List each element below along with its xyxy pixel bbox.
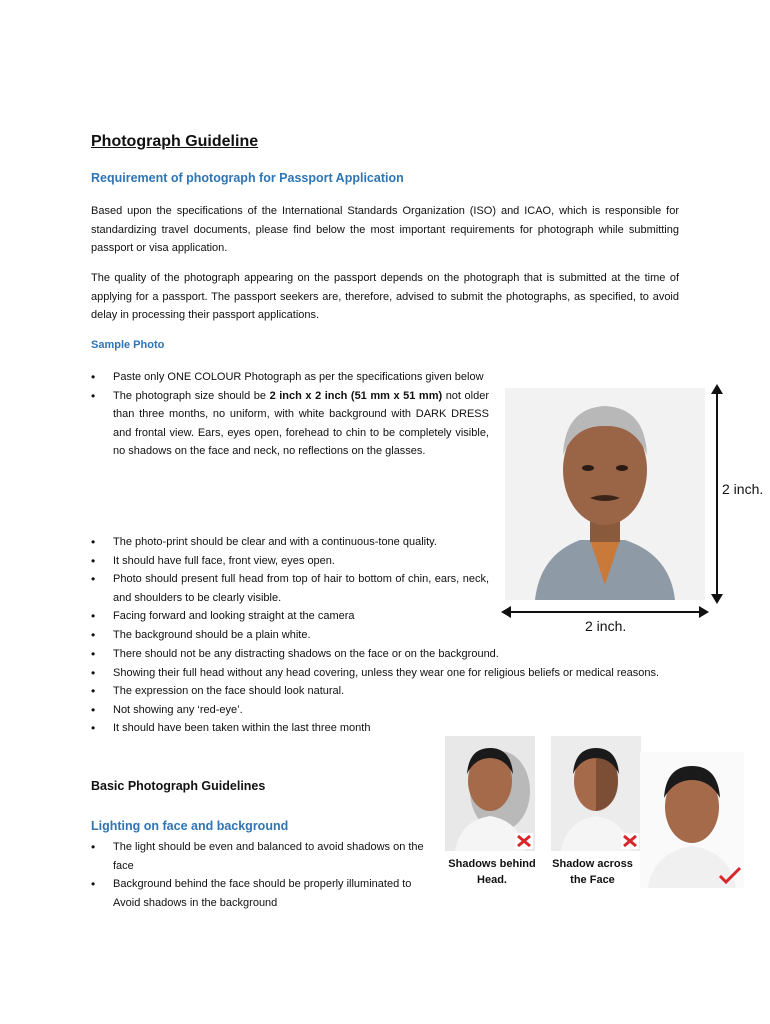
list-item: • The photo-print should be clear and with a continuous-tone quality. [91,533,489,552]
list-item: • Paste only ONE COLOUR Photograph as per the specifications given below [91,368,489,387]
list-item: • The background should be a plain white. [91,626,489,645]
lighting-heading: Lighting on face and background [91,819,289,833]
width-label: 2 inch. [585,618,627,634]
list-item: • The light should be even and balanced to avoid shadows on the face [91,838,431,875]
list-item: • The photograph size should be 2 inch x 2 inch (51 mm x 51 mm) not older than three months, no uniform, with white background with DARK DRESS and frontal view. Ears, eyes open, forehead to chin to be completely visible, no shadows on the face and neck, no reflections on the glasses. [91,387,489,461]
quality-paragraph: The quality of the photograph appearing on the passport depends on the photograph that is submitted at the time of applying for a passport. The passport seekers are, therefore, advised to submit the photographs, as specified, to avoid delay in processing their passport applications. [91,272,679,321]
example-photo-shadow-across [551,736,641,851]
basic-guidelines-heading: Basic Photograph Guidelines [91,779,266,793]
list-item: • Showing their full head without any head covering, unless they wear one for religious beliefs or medical reasons. [91,664,679,683]
intro-paragraph: Based upon the specifications of the International Standards Organization (ISO) and ICAO, which is responsible for standardizing travel documents, please find below the most important requirements for photograph while submitting passport or visa application. [91,205,679,254]
list-item: • There should not be any distracting shadows on the face or on the background. [91,645,679,664]
quality-bullet-list [91,533,489,645]
list-item: • The expression on the face should look natural. [91,682,679,701]
lighting-bullet-list [91,838,431,912]
page-title: Photograph Guideline [91,133,259,150]
sample-bullet-list [91,368,489,461]
list-item: • Facing forward and looking straight at the camera [91,607,489,626]
height-label: 2 inch. [722,481,764,497]
list-item: • It should have been taken within the last three month [91,719,679,738]
list-item: • Not showing any ‘red-eye’. [91,701,679,720]
list-item: • It should have full face, front view, eyes open. [91,552,489,571]
requirement-heading: Requirement of photograph for Passport Application [91,171,404,185]
caption-shadow-across: Shadow across the Face [552,858,633,886]
example-photo-correct [640,752,744,888]
list-item: • Photo should present full head from top of hair to bottom of chin, ears, neck, and shoulders to be clearly visible. [91,570,489,607]
list-item: • Background behind the face should be properly illuminated to Avoid shadows in the background [91,875,431,912]
sample-photo-figure [495,380,770,640]
caption-shadow-behind: Shadows behind Head. [448,858,536,886]
requirement-bullet-list [91,645,679,738]
sample-photo-heading: Sample Photo [91,339,165,351]
example-photo-shadow-behind [445,736,535,851]
